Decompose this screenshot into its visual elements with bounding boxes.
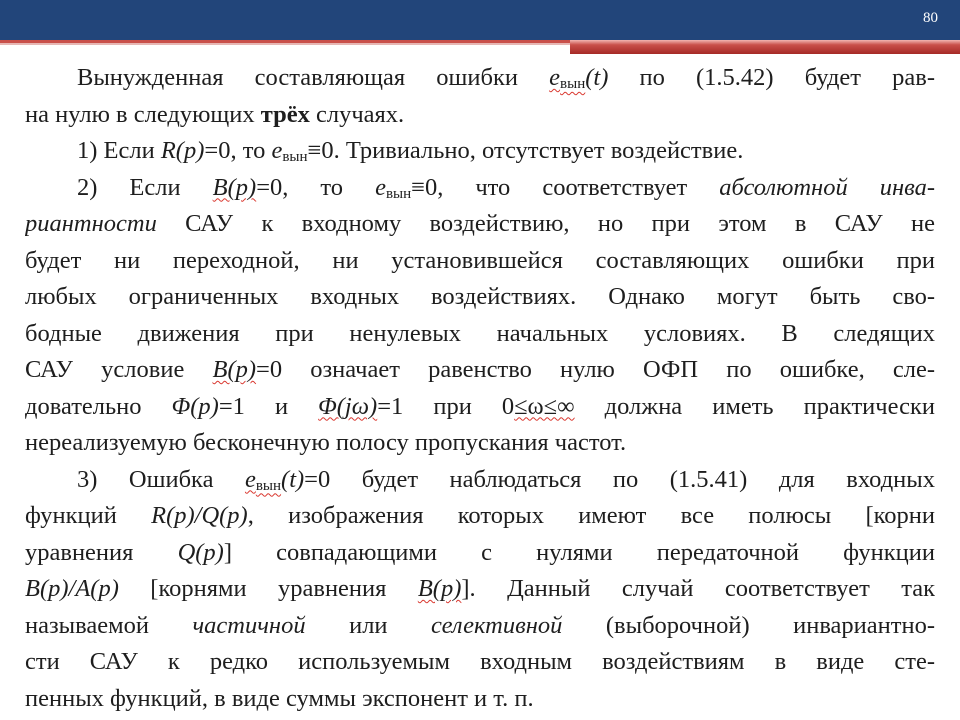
text-line: [25, 206, 935, 243]
text-run: ≡0. Тривиально, отсутствует воздействие.: [307, 137, 744, 164]
italic-text: Φ(jω): [318, 392, 378, 420]
text-run: =0, то: [256, 173, 376, 201]
text-run: САУ условие: [25, 356, 213, 383]
italic-text: e: [375, 173, 386, 201]
italic-text: (t): [585, 64, 609, 91]
text-line: [25, 681, 935, 718]
italic-text: e: [244, 465, 256, 493]
italic-text: B(p)/A(p): [25, 575, 119, 602]
text-line: [25, 462, 935, 499]
text-line: [25, 389, 935, 426]
text-run: должна иметь практически: [574, 392, 935, 420]
paragraph: [25, 170, 935, 462]
text-run: [корнями уравнения: [118, 575, 418, 602]
text-run: САУ к входному воздействию, но при этом в САУ не: [156, 210, 935, 237]
accent-stripe: [570, 40, 960, 54]
text-run: ]. Данный случай соответствует так: [461, 575, 935, 602]
text-line: [25, 425, 935, 462]
text-run: =0, то: [204, 137, 272, 164]
text-line: [25, 279, 935, 316]
italic-text: B(p): [417, 575, 462, 602]
text-run: случаях.: [309, 100, 405, 128]
text-run: функций: [25, 502, 152, 529]
italic-text: e: [549, 64, 561, 91]
text-run: 3) Ошибка: [77, 465, 245, 493]
italic-text: селективной: [431, 611, 563, 639]
subscript: вын: [282, 149, 308, 165]
text-run: довательно: [25, 392, 172, 420]
text-run: на нулю в следующих: [25, 100, 261, 128]
italic-text: R(p)/Q(p): [151, 502, 248, 529]
paragraph: [25, 60, 935, 133]
text-run: пенных функций, в виде суммы экспонент и т. п.: [25, 684, 534, 712]
text-run: =1 и: [218, 392, 319, 420]
text-line: [25, 644, 935, 681]
text-run: ≡0, что соответствует: [411, 173, 720, 201]
text-run: сти САУ к редко используемым входным воздействиям в виде сте-: [25, 648, 935, 675]
text-line: [25, 97, 935, 134]
italic-text: абсолютной инва-: [719, 173, 935, 201]
text-run: Вынужденная составляющая ошибки: [77, 64, 550, 91]
text-line: [25, 608, 935, 645]
subscript: вын: [385, 185, 412, 202]
text-run: нереализуемую бесконечную полосу пропускания частот.: [25, 429, 627, 456]
text-run: ] совпадающими с нулями передаточной функции: [223, 538, 935, 566]
text-line: [25, 243, 935, 280]
text-run: (выборочной) инвариантно-: [562, 611, 935, 639]
text-line: [25, 535, 935, 572]
text-line: [25, 170, 935, 207]
slide-number: 80: [923, 10, 938, 26]
subscript: вын: [255, 477, 282, 494]
bold-text: трёх: [260, 100, 310, 128]
italic-text: e: [271, 137, 283, 164]
text-run: называемой: [25, 611, 193, 639]
italic-text: Q(p): [177, 538, 224, 566]
text-run: =0 означает равенство нулю ОФП по ошибке, сле-: [256, 356, 935, 383]
text-run: по (1.5.42) будет рав-: [608, 64, 935, 91]
text-run: уравнения: [25, 538, 178, 566]
text-run: =0 будет наблюдаться по (1.5.41) для входных: [304, 465, 935, 493]
text-run: =1 при 0: [377, 392, 515, 420]
accent-line-shadow: [0, 43, 570, 45]
text-run: 1) Если: [77, 137, 161, 164]
text-line: [25, 133, 935, 170]
italic-text: B(p): [212, 356, 257, 383]
document-body: [25, 60, 935, 712]
text-line: [25, 571, 935, 608]
italic-text: Φ(p): [171, 392, 219, 420]
text-line: [25, 352, 935, 389]
text-run: 2) Если: [77, 173, 213, 201]
text-run: любых ограниченных входных воздействиях. Однако могут быть сво-: [25, 283, 935, 310]
text-run: или: [305, 611, 432, 639]
text-run: ≤ω≤∞: [514, 392, 575, 420]
italic-text: частичной: [192, 611, 306, 639]
text-run: , изображения которых имеют все полюсы [корни: [247, 502, 935, 529]
text-line: [25, 316, 935, 353]
italic-text: R(p): [160, 137, 205, 164]
italic-text: B(p): [212, 173, 257, 201]
text-run: будет ни переходной, ни установившейся составляющих ошибки при: [25, 246, 935, 274]
text-run: бодные движения при ненулевых начальных условиях. В следящих: [25, 319, 935, 347]
subscript: вын: [560, 76, 586, 92]
text-line: [25, 60, 935, 97]
italic-text: риантности: [25, 210, 157, 237]
paragraph: [25, 133, 935, 170]
text-line: [25, 498, 935, 535]
paragraph: [25, 462, 935, 718]
header-bar: [0, 0, 960, 40]
italic-text: (t): [281, 465, 305, 493]
